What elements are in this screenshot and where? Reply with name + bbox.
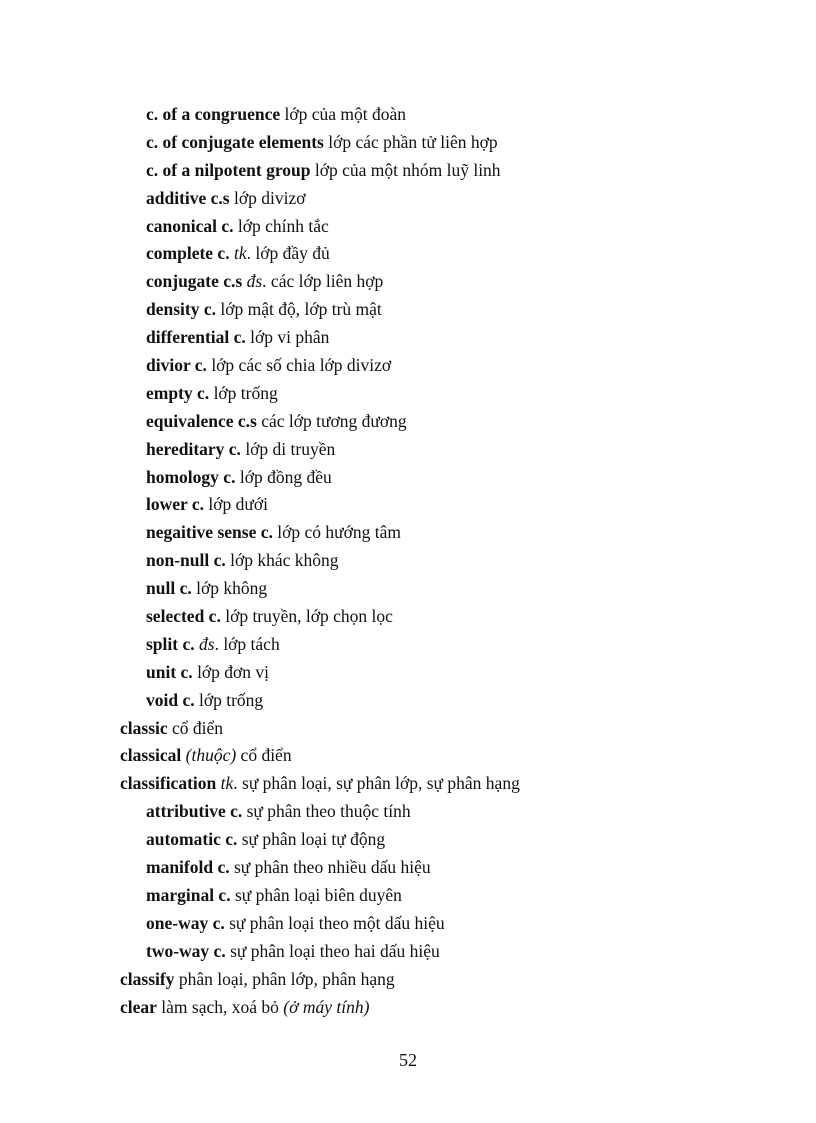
entry-definition: lớp di truyền [240, 438, 336, 459]
subentry [0, 659, 816, 687]
subentry [0, 185, 816, 213]
entry-definition: . lớp đầy đủ [246, 243, 330, 264]
entry-term: c. of a congruence [146, 104, 281, 124]
entry-definition: lớp đơn vị [192, 661, 270, 682]
entry-term: differential c. [146, 327, 246, 348]
entry-abbreviation: đs [242, 271, 263, 292]
subentry [0, 491, 816, 519]
entry-term: split c. [146, 633, 195, 654]
headword-entry [0, 715, 816, 743]
subentry [0, 380, 816, 408]
entry-term: non-null c. [146, 550, 226, 571]
subentry [0, 240, 816, 268]
headword-entry [0, 770, 816, 798]
entry-term: null c. [146, 578, 192, 599]
entry-term: classical [120, 745, 182, 766]
page-number: 52 [399, 1050, 417, 1070]
entry-term: classification [120, 773, 217, 794]
entry-definition: phân loại, phân lớp, phân hạng [174, 968, 395, 989]
entry-definition: lớp của một đoàn [280, 104, 407, 124]
subentry [0, 324, 816, 352]
headword-entry [0, 742, 816, 770]
subentry [0, 603, 816, 631]
entry-term: classic [120, 717, 168, 738]
entry-abbreviation: tk [229, 243, 247, 264]
entry-definition: lớp vi phân [245, 327, 330, 348]
entry-term: marginal c. [146, 884, 231, 905]
entry-definition: lớp trống [194, 689, 264, 710]
entry-term: lower c. [146, 494, 204, 515]
entry-definition: . các lớp liên hợp [262, 271, 384, 292]
entry-definition: sự phân loại theo một dấu hiệu [224, 912, 445, 933]
entry-term: additive c.s [146, 187, 230, 208]
entry-definition: lớp của một nhóm luỹ linh [310, 159, 501, 180]
entry-term: equivalence c.s [146, 410, 257, 431]
entry-term: one-way c. [146, 912, 225, 933]
entry-definition: lớp truyền, lớp chọn lọc [220, 606, 393, 627]
entry-abbreviation: đs [194, 633, 215, 654]
entry-definition: các lớp tương đương [256, 410, 407, 431]
subentry [0, 575, 816, 603]
subentry [0, 910, 816, 938]
subentry [0, 519, 816, 547]
subentry [0, 101, 816, 129]
entry-definition: lớp các số chia lớp divizơ [206, 355, 392, 376]
subentry [0, 213, 816, 241]
dictionary-entries [0, 101, 816, 1021]
entry-definition: lớp divizơ [229, 187, 306, 208]
entry-term: attributive c. [146, 801, 243, 822]
entry-term: homology c. [146, 466, 236, 487]
entry-abbreviation: tk [216, 773, 234, 794]
entry-term: c. of conjugate elements [146, 131, 324, 152]
entry-term: conjugate c.s [146, 271, 243, 292]
entry-definition: sự phân loại tự động [237, 829, 386, 850]
entry-term: void c. [146, 689, 195, 710]
entry-definition: sự phân theo nhiều dấu hiệu [229, 857, 431, 878]
subentry [0, 854, 816, 882]
entry-definition: lớp đồng đều [235, 466, 332, 487]
entry-definition: lớp mật độ, lớp trù mật [216, 299, 382, 320]
subentry [0, 436, 816, 464]
subentry [0, 687, 816, 715]
entry-term: classify [120, 968, 175, 989]
entry-definition: lớp trống [209, 382, 278, 403]
entry-definition: làm sạch, xoá bỏ [156, 996, 284, 1017]
subentry [0, 547, 816, 575]
subentry [0, 408, 816, 436]
entry-note: (ở máy tính) [283, 996, 370, 1017]
headword-entry [0, 994, 816, 1022]
entry-definition: cổ điển [167, 717, 224, 738]
headword-entry [0, 966, 816, 994]
subentry [0, 826, 816, 854]
subentry [0, 268, 816, 296]
entry-term: canonical c. [146, 215, 234, 236]
subentry [0, 464, 816, 492]
entry-term: empty c. [146, 382, 210, 403]
entry-term: two-way c. [146, 940, 226, 961]
entry-definition: sự phân loại biên duyên [230, 884, 402, 905]
entry-definition: lớp các phần tử liên hợp [323, 131, 498, 152]
entry-term: unit c. [146, 661, 193, 682]
entry-term: manifold c. [146, 857, 230, 878]
entry-term: density c. [146, 299, 216, 320]
entry-definition: lớp không [191, 578, 268, 599]
entry-definition: lớp dưới [204, 494, 268, 515]
entry-term: negaitive sense c. [146, 522, 273, 543]
subentry [0, 352, 816, 380]
entry-term: hereditary c. [146, 438, 241, 459]
entry-definition: lớp chính tắc [233, 215, 329, 236]
entry-term: clear [120, 996, 157, 1017]
entry-term: complete c. [146, 243, 230, 264]
entry-definition: lớp có hướng tâm [272, 522, 401, 543]
entry-definition: sự phân loại theo hai dấu hiệu [225, 940, 440, 961]
entry-definition: cổ điển [236, 745, 292, 766]
subentry [0, 157, 816, 185]
subentry [0, 296, 816, 324]
entry-definition: lớp khác không [225, 550, 339, 571]
entry-term: automatic c. [146, 829, 238, 850]
subentry [0, 882, 816, 910]
subentry [0, 631, 816, 659]
entry-definition: . lớp tách [214, 633, 280, 654]
entry-definition: sự phân theo thuộc tính [242, 801, 411, 822]
subentry [0, 798, 816, 826]
entry-definition: . sự phân loại, sự phân lớp, sự phân hạng [233, 773, 520, 794]
entry-abbreviation: (thuộc) [181, 745, 237, 766]
entry-term: c. of a nilpotent group [146, 159, 311, 180]
subentry [0, 129, 816, 157]
entry-term: selected c. [146, 606, 221, 627]
subentry [0, 938, 816, 966]
entry-term: divior c. [146, 355, 207, 376]
